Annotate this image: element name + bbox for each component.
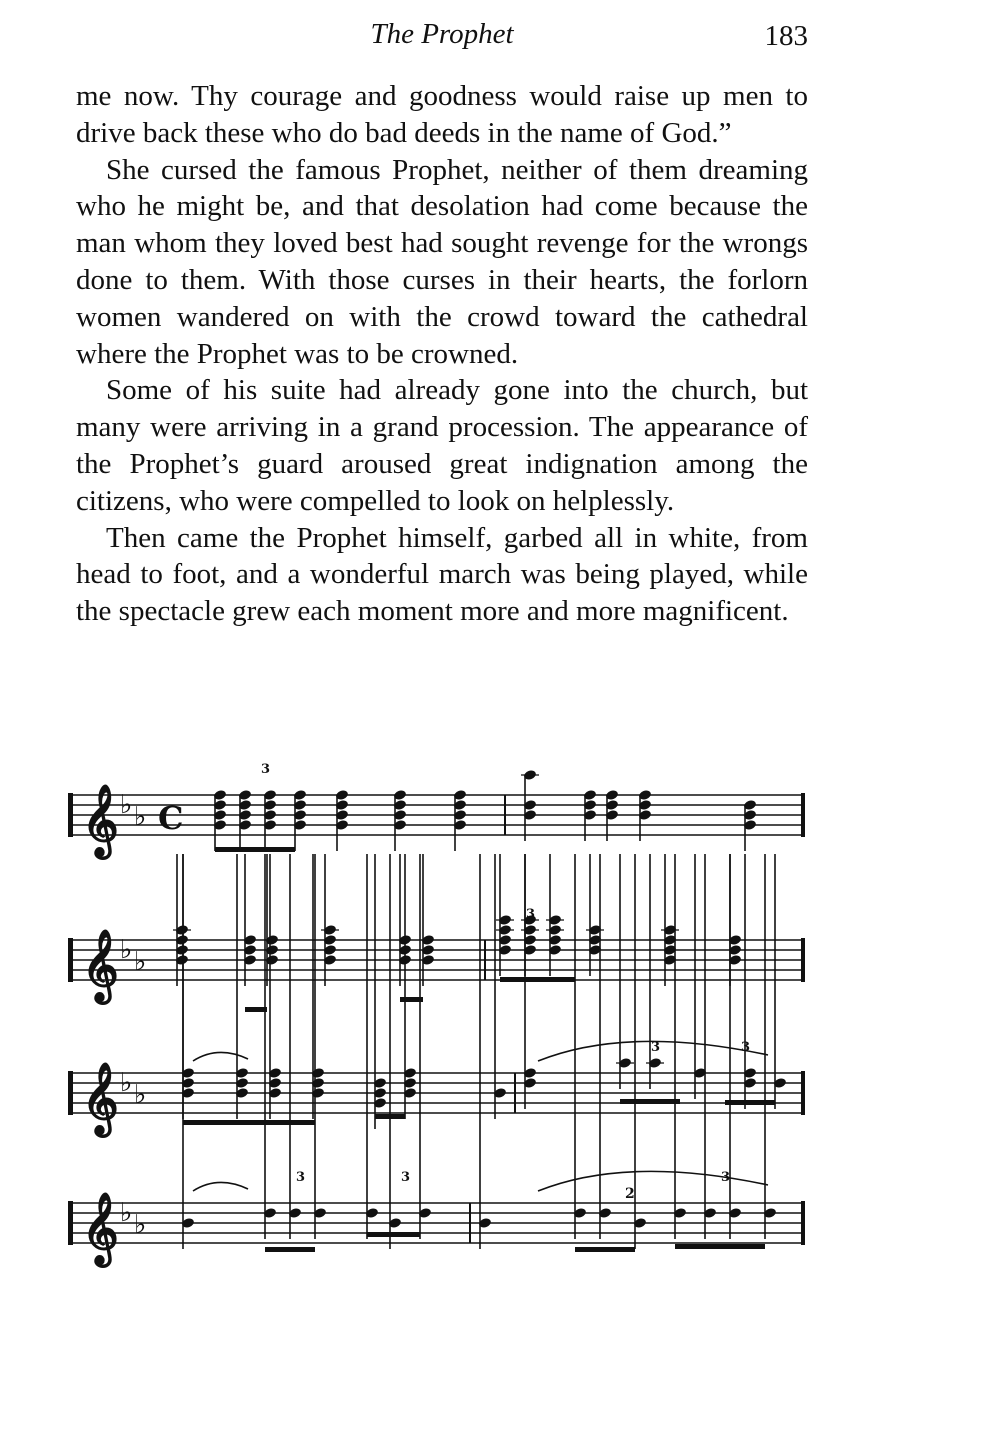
- body-text: [76, 78, 808, 630]
- music-excerpt: [60, 755, 820, 1315]
- note-beam: [500, 977, 575, 982]
- flat-icon: ♭: [134, 802, 147, 832]
- running-title: The Prophet: [370, 18, 514, 50]
- note-beam: [675, 1244, 765, 1249]
- flat-icon: ♭: [134, 947, 147, 977]
- note-beam: [245, 1007, 267, 1012]
- tuplet-mark: 3: [721, 1170, 731, 1185]
- flat-icon: ♭: [120, 935, 133, 965]
- treble-clef-icon: 𝄞: [82, 783, 119, 856]
- paragraph-1: me now. Thy courage and goodness would raise up men to drive back these who do bad deeds in the name of God.”: [76, 80, 808, 149]
- staff-end-bar: [801, 1201, 805, 1245]
- tuplet-mark: 3: [261, 762, 271, 777]
- tuplet-mark: 3: [526, 907, 536, 922]
- note-beam: [367, 1232, 420, 1237]
- note-beam: [215, 847, 295, 852]
- note-beam: [183, 1120, 315, 1125]
- slur: [538, 1171, 768, 1191]
- paragraph-2: She cursed the famous Prophet, neither of them dreaming who he might be, and that desolation had come because the man whom they loved best had sought revenge for the wrongs done to them. With those curses in their hearts, the forlorn women wandered on with the crowd toward the cathedral where the Prophet was to be crowned.: [76, 153, 808, 370]
- treble-clef-icon: 𝄞: [82, 1191, 119, 1264]
- page-number: 183: [764, 20, 808, 52]
- note-beam: [620, 1099, 680, 1104]
- music-notation: [60, 755, 820, 1315]
- note-beam: [265, 1247, 315, 1252]
- staff-end-bar: [801, 1071, 805, 1115]
- flat-icon: ♭: [134, 1210, 147, 1240]
- tuplet-mark: 3: [741, 1040, 751, 1055]
- fingering-mark: 2: [625, 1186, 635, 1202]
- tuplet-mark: 3: [296, 1170, 306, 1185]
- paragraph-3: Some of his suite had already gone into the church, but many were arriving in a grand procession. The appearance of the Prophet’s guard aroused great indignation among the citizens, who were compelled to look on helplessly.: [76, 374, 808, 517]
- staff-start-bar: [68, 1071, 73, 1115]
- flat-icon: ♭: [120, 790, 133, 820]
- staff-end-bar: [801, 938, 805, 982]
- note-beam: [725, 1100, 775, 1105]
- tuplet-mark: 3: [651, 1040, 661, 1055]
- flat-icon: ♭: [120, 1198, 133, 1228]
- staff-start-bar: [68, 793, 73, 837]
- running-head: [76, 18, 808, 58]
- slur: [193, 1052, 248, 1061]
- tuplet-mark: 3: [401, 1170, 411, 1185]
- note-beam: [575, 1247, 635, 1252]
- slur: [193, 1182, 248, 1191]
- staff-start-bar: [68, 938, 73, 982]
- paragraph-4: Then came the Prophet himself, garbed all in white, from head to foot, and a wonderful march was being played, while the spectacle grew each moment more and more magnificent.: [76, 521, 808, 628]
- time-signature: C: [158, 799, 184, 837]
- flat-icon: ♭: [120, 1068, 133, 1098]
- staff-end-bar: [801, 793, 805, 837]
- treble-clef-icon: 𝄞: [82, 928, 119, 1001]
- staff-start-bar: [68, 1201, 73, 1245]
- flat-icon: ♭: [134, 1080, 147, 1110]
- treble-clef-icon: 𝄞: [82, 1061, 119, 1134]
